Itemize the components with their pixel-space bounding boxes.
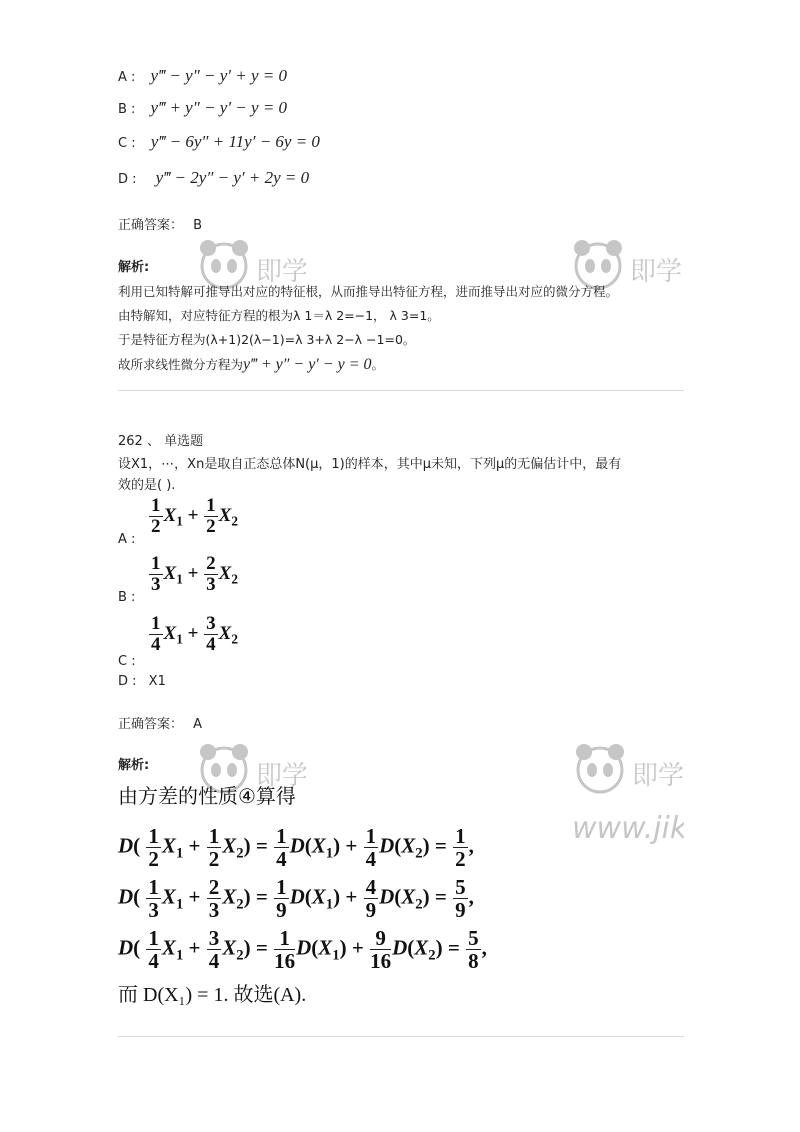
option-letter: A : (118, 532, 136, 547)
q262-analysis-label: 解析: (118, 758, 150, 773)
solution-line: 。 (371, 357, 385, 372)
option-text: X1 (148, 674, 166, 689)
q262-correct-answer (118, 713, 202, 732)
q262-heading: 262 、 单选题 (118, 434, 204, 449)
option-letter: B : (118, 590, 136, 605)
watermark-brand: 即学 (256, 761, 306, 791)
divider (118, 1036, 684, 1037)
solution-row: D( $\frac{1}{3}$ $X_1$ + $\frac{2}{3}$ $X_2$) = $\frac{1}{9}$ $D(X_1)$ + $\frac{4}{9}$ $D(X_2)$ = $\frac{5}{9}$ , (118, 875, 474, 923)
option-letter: D : (118, 674, 137, 689)
solution-row: D( $\frac{1}{2}$ $X_1$ + $\frac{1}{2}$ $X_2$) = $\frac{1}{4}$ $D(X_1)$ + $\frac{1}{4}$ $D(X_2)$ = $\frac{1}{2}$ , (118, 824, 474, 872)
q261-option-a[interactable] (118, 66, 287, 86)
q261-option-d[interactable] (118, 168, 309, 188)
option-formula: $\frac{1}{2}$ $X_1$ + $\frac{1}{2}$ $X_2$ (151, 495, 239, 537)
option-letter: B : (118, 102, 136, 117)
option-formula: $\frac{1}{3}$ $X_1$ + $\frac{2}{3}$ $X_2$ (151, 553, 239, 595)
watermark-url: www.jik (572, 811, 684, 846)
q261-correct-answer (118, 214, 202, 233)
solution-row: D( $\frac{1}{4}$ $X_1$ + $\frac{3}{4}$ $X_2$) = $\frac{1}{16}$ $D(X_1)$ + $\frac{9}{16}$ $D(X_2)$ = $\frac{5}{8}$ , (118, 926, 487, 974)
option-letter: C : (118, 136, 136, 151)
solution-line: 故所求线性微分方程为 (118, 357, 244, 372)
solution-equation: y‴ + y″ − y′ − y = 0 (243, 356, 372, 373)
q261-solution-block (118, 282, 684, 374)
option-equation: y‴ − 2y″ − y′ + 2y = 0 (155, 168, 310, 187)
solution-line: 于是特征方程为(λ+1)2(λ−1)=λ 3+λ 2−λ −1=0。 (118, 332, 416, 347)
q262-solution-block (118, 780, 684, 1007)
q262-option-c[interactable] (118, 613, 239, 669)
option-letter: D : (118, 172, 137, 187)
q262-option-d[interactable] (118, 674, 166, 689)
q262-question-line: 设X1，⋯，Xn是取自正态总体N(μ，1)的样本，其中μ未知，下列μ的无偏估计中，最有 (118, 457, 622, 472)
q262-option-b[interactable] (118, 553, 239, 605)
divider (118, 390, 684, 391)
option-equation: y‴ − y″ − y′ + y = 0 (150, 66, 288, 85)
answer-label: 正确答案： (118, 717, 184, 732)
answer-label: 正确答案： (118, 218, 184, 233)
solution-final-line (118, 354, 684, 374)
option-equation: y‴ + y″ − y′ − y = 0 (150, 98, 288, 117)
answer-value: B (193, 218, 203, 233)
option-letter: C : (118, 654, 136, 669)
q261-analysis-label: 解析: (118, 260, 150, 275)
watermark-brand: 即学 (630, 257, 683, 287)
q261-option-c[interactable] (118, 132, 320, 152)
solution-title: 由方差的性质④算得 (118, 784, 296, 808)
option-formula: $\frac{1}{4}$ $X_1$ + $\frac{3}{4}$ $X_2$ (151, 613, 239, 655)
option-equation: y‴ − 6y″ + 11y′ − 6y = 0 (150, 132, 320, 151)
solution-line: 由特解知，对应特征方程的根为λ 1＝λ 2=−1， λ 3=1。 (118, 308, 440, 323)
solution-final-line: 而 D(X₁) = 1. 故选(A). (118, 984, 307, 1007)
q262-option-a[interactable] (118, 495, 239, 547)
answer-value: A (193, 717, 203, 732)
watermark-brand: 即学 (632, 761, 684, 791)
solution-line: 利用已知特解可推导出对应的特征根，从而推导出特征方程，进而推导出对应的微分方程。 (118, 284, 619, 299)
q262-question-line: 效的是( ). (118, 478, 176, 493)
q261-option-b[interactable] (118, 98, 287, 118)
option-letter: A : (118, 70, 136, 85)
watermark-brand: 即学 (256, 257, 306, 287)
